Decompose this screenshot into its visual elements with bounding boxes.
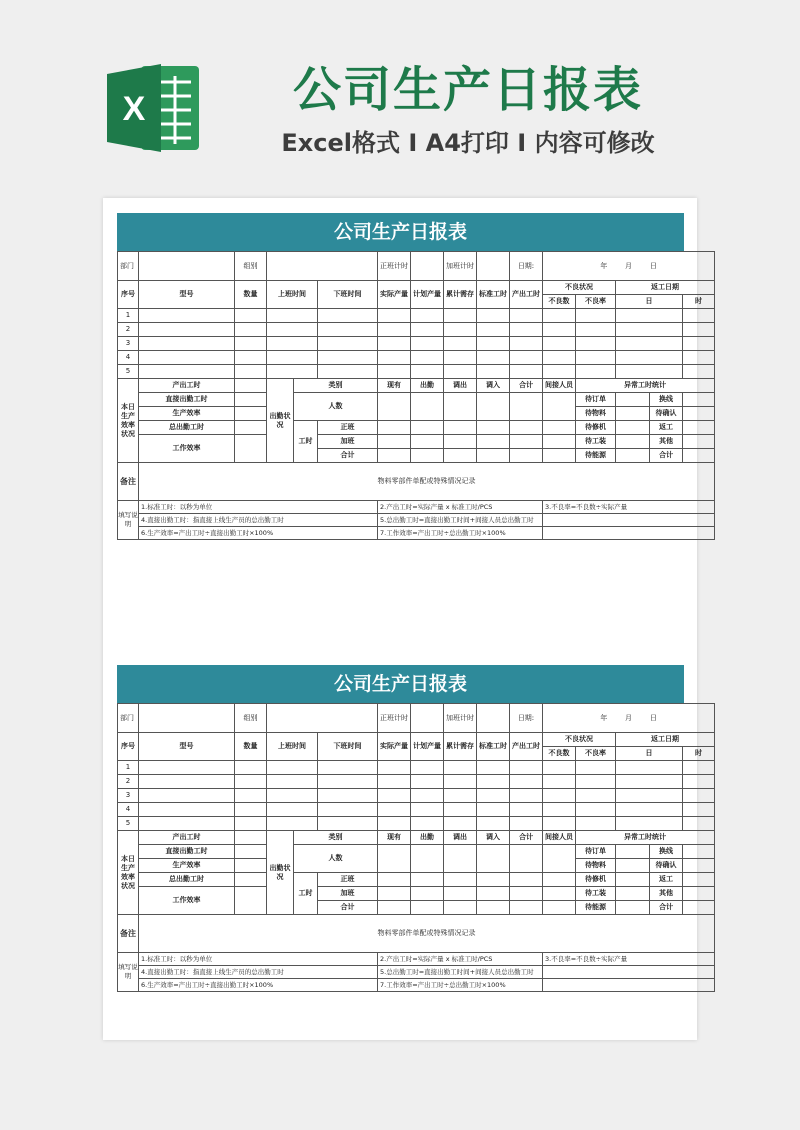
date-label: 日期:	[510, 704, 543, 733]
report-table	[117, 251, 715, 540]
sum-label: 合计	[318, 449, 378, 463]
attend-label: 出勤	[411, 831, 444, 845]
group-label: 组别	[235, 704, 267, 733]
normal-hours-label: 正班计时	[378, 252, 411, 281]
normal-label: 正班	[318, 873, 378, 887]
normal-hours-value[interactable]	[411, 704, 444, 733]
report-form-top	[117, 213, 703, 540]
report-table	[117, 703, 715, 992]
col-start: 上班时间	[267, 281, 318, 309]
abnormal-left-item: 待工装	[576, 435, 616, 449]
year-label: 年	[600, 713, 608, 722]
prod-eff-label: 生产效率	[139, 407, 235, 421]
summary-section-label: 本日生产效率状况	[118, 831, 139, 915]
col-plan: 计划产量	[411, 281, 444, 309]
output-hours-label: 产出工时	[139, 379, 235, 393]
date-value[interactable]	[543, 252, 715, 281]
normal-label: 正班	[318, 421, 378, 435]
col-return-date: 返工日期	[616, 281, 715, 295]
table-row[interactable]	[118, 365, 715, 379]
total-label: 合计	[510, 379, 543, 393]
form-title: 公司生产日报表	[117, 213, 684, 251]
abnormal-label: 异常工时统计	[576, 831, 715, 845]
col-end: 下班时间	[318, 733, 378, 761]
row-number: 3	[118, 789, 139, 803]
note-7: 7.工作效率=产出工时÷总出勤工时×100%	[378, 979, 543, 992]
col-model: 型号	[139, 733, 235, 761]
group-label: 组别	[235, 252, 267, 281]
col-seq: 序号	[118, 733, 139, 761]
overtime-label: 加班	[318, 887, 378, 901]
abnormal-left-item: 待能源	[576, 901, 616, 915]
table-row[interactable]	[118, 789, 715, 803]
dept-label: 部门	[118, 252, 139, 281]
col-output-hours: 产出工时	[510, 733, 543, 761]
work-hours-label: 工时	[294, 873, 318, 915]
overtime-label: 加班	[318, 435, 378, 449]
col-actual: 实际产量	[378, 281, 411, 309]
abnormal-right-item: 其他	[650, 887, 683, 901]
abnormal-left-item: 待修机	[576, 421, 616, 435]
normal-hours-label: 正班计时	[378, 704, 411, 733]
day-label: 日	[649, 713, 657, 722]
col-defect-count: 不良数	[543, 747, 576, 761]
table-row[interactable]	[118, 323, 715, 337]
remarks-label: 备注	[118, 915, 139, 953]
table-row[interactable]	[118, 775, 715, 789]
abnormal-right-item: 返工	[650, 873, 683, 887]
sum-label: 合计	[318, 901, 378, 915]
remarks-text[interactable]: 物料零部件单配或特殊情况记录	[139, 915, 715, 953]
note-6: 6.生产效率=产出工时÷直接出勤工时×100%	[139, 979, 378, 992]
normal-hours-value[interactable]	[411, 252, 444, 281]
abnormal-right-item: 返工	[650, 421, 683, 435]
table-row[interactable]	[118, 351, 715, 365]
transfer-in-label: 调入	[477, 379, 510, 393]
row-number: 3	[118, 337, 139, 351]
row-number: 2	[118, 323, 139, 337]
table-row[interactable]	[118, 309, 715, 323]
row-number: 5	[118, 817, 139, 831]
transfer-out-label: 调出	[444, 831, 477, 845]
col-ret-day: 日	[616, 295, 683, 309]
dept-label: 部门	[118, 704, 139, 733]
row-number: 2	[118, 775, 139, 789]
abnormal-left-item: 待工装	[576, 887, 616, 901]
summary-section-label: 本日生产效率状况	[118, 379, 139, 463]
abnormal-right-item: 待确认	[650, 407, 683, 421]
direct-hours-label: 直接出勤工时	[139, 393, 235, 407]
attendance-label: 出勤状况	[267, 379, 294, 463]
note-3: 3.不良率=不良数÷实际产量	[543, 501, 715, 514]
table-row[interactable]	[118, 761, 715, 775]
date-label: 日期:	[510, 252, 543, 281]
col-accum: 累计需存	[444, 281, 477, 309]
day-label: 日	[649, 261, 657, 270]
col-std: 标准工时	[477, 281, 510, 309]
notes-label: 填写说明	[118, 953, 139, 992]
total-hours-label: 总出勤工时	[139, 873, 235, 887]
transfer-out-label: 调出	[444, 379, 477, 393]
abnormal-left-item: 待物料	[576, 859, 616, 873]
note-5: 5.总出勤工时=直接出勤工时间+间接人员总出勤工时	[378, 966, 543, 979]
col-qty: 数量	[235, 733, 267, 761]
abnormal-right-item: 换线	[650, 845, 683, 859]
direct-hours-label: 直接出勤工时	[139, 845, 235, 859]
col-defect-status: 不良状况	[543, 281, 616, 295]
attend-label: 出勤	[411, 379, 444, 393]
total-hours-label: 总出勤工时	[139, 421, 235, 435]
note-4: 4.直接出勤工时：指直接上线生产员的总出勤工时	[139, 966, 378, 979]
row-number: 1	[118, 309, 139, 323]
prod-eff-label: 生产效率	[139, 859, 235, 873]
col-start: 上班时间	[267, 733, 318, 761]
col-defect-rate: 不良率	[576, 295, 616, 309]
remarks-text[interactable]: 物料零部件单配或特殊情况记录	[139, 463, 715, 501]
date-value[interactable]	[543, 704, 715, 733]
row-number: 4	[118, 351, 139, 365]
col-defect-rate: 不良率	[576, 747, 616, 761]
present-label: 现有	[378, 831, 411, 845]
abnormal-right-item: 待确认	[650, 859, 683, 873]
note-4: 4.直接出勤工时：指直接上线生产员的总出勤工时	[139, 514, 378, 527]
work-eff-label: 工作效率	[139, 887, 235, 915]
present-label: 现有	[378, 379, 411, 393]
note-2: 2.产出工时=实际产量 x 标准工时/PCS	[378, 953, 543, 966]
col-end: 下班时间	[318, 281, 378, 309]
col-plan: 计划产量	[411, 733, 444, 761]
col-qty: 数量	[235, 281, 267, 309]
banner-title: 公司生产日报表	[292, 62, 643, 118]
col-return-date: 返工日期	[616, 733, 715, 747]
remarks-label: 备注	[118, 463, 139, 501]
overtime-hours-label: 加班计时	[444, 704, 477, 733]
note-5: 5.总出勤工时=直接出勤工时间+间接人员总出勤工时	[378, 514, 543, 527]
abnormal-left-item: 待修机	[576, 873, 616, 887]
transfer-in-label: 调入	[477, 831, 510, 845]
col-actual: 实际产量	[378, 733, 411, 761]
table-row[interactable]	[118, 803, 715, 817]
output-hours-label: 产出工时	[139, 831, 235, 845]
col-accum: 累计需存	[444, 733, 477, 761]
indirect-label: 间接人员	[543, 379, 576, 393]
col-ret-day: 日	[616, 747, 683, 761]
col-seq: 序号	[118, 281, 139, 309]
people-label: 人数	[294, 393, 378, 421]
note-1: 1.标准工时：以秒为单位	[139, 501, 378, 514]
month-label: 月	[625, 261, 633, 270]
overtime-hours-value[interactable]	[477, 704, 510, 733]
logo-letter: X	[122, 90, 146, 128]
col-ret-hour: 时	[683, 747, 715, 761]
row-number: 1	[118, 761, 139, 775]
work-hours-label: 工时	[294, 421, 318, 463]
col-output-hours: 产出工时	[510, 281, 543, 309]
col-ret-hour: 时	[683, 295, 715, 309]
banner	[0, 0, 800, 195]
category-label: 类别	[294, 831, 378, 845]
note-6: 6.生产效率=产出工时÷直接出勤工时×100%	[139, 527, 378, 540]
table-row[interactable]	[118, 337, 715, 351]
group-value[interactable]	[267, 704, 378, 733]
work-eff-label: 工作效率	[139, 435, 235, 463]
people-label: 人数	[294, 845, 378, 873]
banner-subtitle: Excel格式 I A4打印 I 内容可修改	[281, 129, 655, 157]
note-1: 1.标准工时：以秒为单位	[139, 953, 378, 966]
excel-logo-icon	[103, 58, 203, 158]
col-defect-status: 不良状况	[543, 733, 616, 747]
row-number: 4	[118, 803, 139, 817]
abnormal-left-item: 待订单	[576, 845, 616, 859]
abnormal-right-item: 其他	[650, 435, 683, 449]
abnormal-left-item: 待能源	[576, 449, 616, 463]
row-number: 5	[118, 365, 139, 379]
col-model: 型号	[139, 281, 235, 309]
abnormal-right-item: 换线	[650, 393, 683, 407]
abnormal-right-item: 合计	[650, 449, 683, 463]
abnormal-right-item: 合计	[650, 901, 683, 915]
note-2: 2.产出工时=实际产量 x 标准工时/PCS	[378, 501, 543, 514]
total-label: 合计	[510, 831, 543, 845]
abnormal-left-item: 待订单	[576, 393, 616, 407]
report-form-bottom	[117, 665, 703, 992]
form-title: 公司生产日报表	[117, 665, 684, 703]
notes-label: 填写说明	[118, 501, 139, 540]
note-3: 3.不良率=不良数÷实际产量	[543, 953, 715, 966]
col-std: 标准工时	[477, 733, 510, 761]
dept-value[interactable]	[139, 704, 235, 733]
group-value[interactable]	[267, 252, 378, 281]
dept-value[interactable]	[139, 252, 235, 281]
table-row[interactable]	[118, 817, 715, 831]
indirect-label: 间接人员	[543, 831, 576, 845]
overtime-hours-value[interactable]	[477, 252, 510, 281]
year-label: 年	[600, 261, 608, 270]
note-7: 7.工作效率=产出工时÷总出勤工时×100%	[378, 527, 543, 540]
category-label: 类别	[294, 379, 378, 393]
month-label: 月	[625, 713, 633, 722]
abnormal-left-item: 待物料	[576, 407, 616, 421]
overtime-hours-label: 加班计时	[444, 252, 477, 281]
attendance-label: 出勤状况	[267, 831, 294, 915]
col-defect-count: 不良数	[543, 295, 576, 309]
abnormal-label: 异常工时统计	[576, 379, 715, 393]
